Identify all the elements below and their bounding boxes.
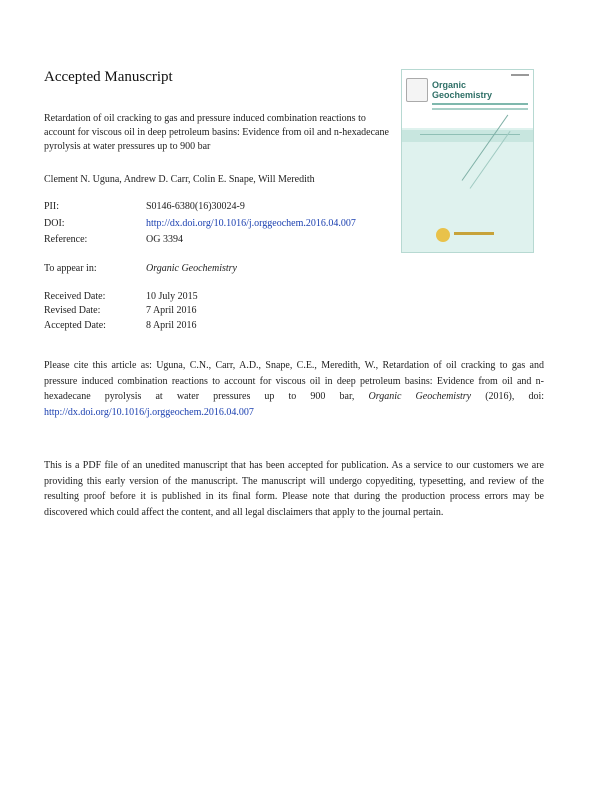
- date-value: 8 April 2016: [146, 320, 197, 331]
- header-accepted-manuscript: Accepted Manuscript: [44, 69, 173, 85]
- date-value: 7 April 2016: [146, 305, 197, 316]
- journal-cover-image: [401, 69, 534, 253]
- date-label: Received Date:: [44, 291, 106, 302]
- meta-label: Reference:: [44, 234, 88, 245]
- citation-doi-link[interactable]: http://dx.doi.org/10.1016/j.orggeochem.2016.04.007: [44, 406, 254, 418]
- cover-title-line: Organic: [432, 80, 467, 90]
- article-title: Retardation of oil cracking to gas and pressure induced combination reactions to account for viscous oil in deep petroleum basins: Evidence from oil and n-hexadecane pyrolysis at water pressures up to 900 bar: [44, 113, 389, 153]
- appear-label: To appear in:: [44, 263, 97, 274]
- disclaimer-paragraph: This is a PDF file of an unedited manuscript that has been accepted for publication. As a service to our customers we are providing this early version of the manuscript. The manuscript will undergo copyediting, typesetting, and review of the resulting proof before it is published in its final form. Please note that during the production process errors may be discovered which could affect the content, and all legal disclaimers that apply to the journal pertain.: [44, 460, 544, 518]
- cover-journal-title: [432, 80, 492, 100]
- citation-text: Please cite this article as: Uguna, C.N., Carr, A.D., Snape, C.E., Meredith, W., Retardation of oil cracking to gas and pressure induced combination reactions to account for viscous oil in deep petroleum basins: Evidence from oil and n-hexadecane pyrolysis at water pressures up to 900 bar,: [44, 360, 544, 403]
- society-logo-icon: [436, 228, 450, 242]
- publisher-tree-logo-icon: [406, 78, 428, 102]
- cover-subtitle-line: [432, 103, 528, 105]
- society-logo-text-mark: [454, 232, 494, 235]
- meta-value: S0146-6380(16)30024-9: [146, 201, 245, 212]
- citation-paragraph: [44, 358, 544, 420]
- authors: Clement N. Uguna, Andrew D. Carr, Colin E. Snape, Will Meredith: [44, 174, 315, 185]
- cover-title-line: Geochemistry: [432, 90, 493, 100]
- cover-band: [402, 130, 534, 142]
- meta-value: OG 3394: [146, 234, 183, 245]
- date-value: 10 July 2015: [146, 291, 198, 302]
- doi-link[interactable]: http://dx.doi.org/10.1016/j.orggeochem.2016.04.007: [146, 218, 356, 229]
- cover-subtitle-line: [432, 108, 528, 110]
- journal-name: Organic Geochemistry: [146, 263, 237, 274]
- citation-doi-prefix: (2016), doi:: [471, 391, 545, 403]
- cover-issue-mark: [511, 74, 529, 76]
- meta-label: DOI:: [44, 218, 65, 229]
- date-label: Accepted Date:: [44, 320, 106, 331]
- date-label: Revised Date:: [44, 305, 101, 316]
- cover-band-line: [420, 134, 520, 135]
- citation-journal: Organic Geochemistry: [368, 391, 472, 403]
- meta-label: PII:: [44, 201, 59, 212]
